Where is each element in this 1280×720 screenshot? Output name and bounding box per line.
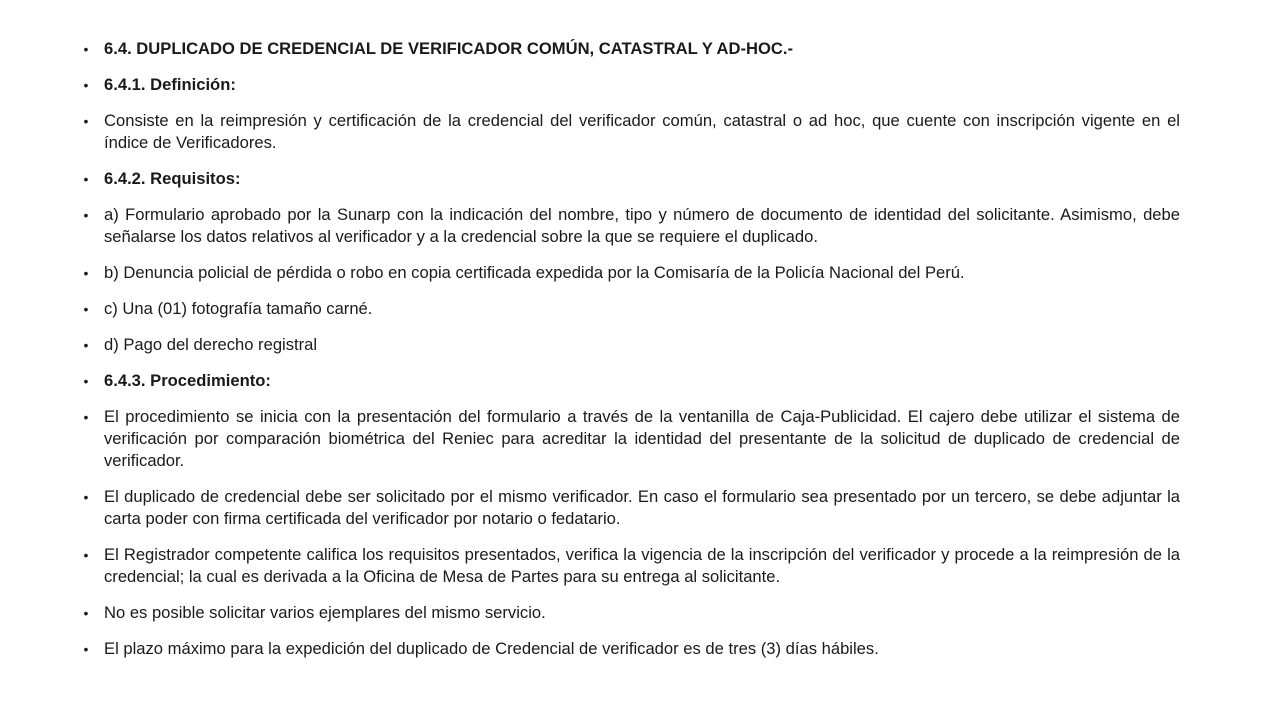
bullet-icon: • <box>83 301 89 317</box>
requisito-d <box>83 334 1180 356</box>
bullet-icon: • <box>83 489 89 505</box>
bullet-text: 6.4. DUPLICADO DE CREDENCIAL DE VERIFICADOR COMÚN, CATASTRAL Y AD-HOC.- <box>104 39 793 58</box>
bullet-text: No es posible solicitar varios ejemplares del mismo servicio. <box>104 603 546 622</box>
heading-definicion <box>83 74 1180 96</box>
bullet-icon: • <box>83 77 89 93</box>
bullet-text: El duplicado de credencial debe ser solicitado por el mismo verificador. En caso el formulario sea presentado por un tercero, se debe adjuntar la carta poder con firma certificada del verificador por notario o fedatario. <box>104 487 1180 528</box>
heading-procedimiento <box>83 370 1180 392</box>
bullet-text: El Registrador competente califica los requisitos presentados, verifica la vigencia de la inscripción del verificador y procede a la reimpresión de la credencial; la cual es derivada a la Oficina de Mesa de Partes para su entrega al solicitante. <box>104 545 1180 586</box>
procedimiento-1 <box>83 406 1180 472</box>
bullet-icon: • <box>83 409 89 425</box>
bullet-list <box>83 38 1180 660</box>
paragraph-definicion <box>83 110 1180 154</box>
bullet-text: 6.4.3. Procedimiento: <box>104 371 271 390</box>
procedimiento-2 <box>83 486 1180 530</box>
requisito-c <box>83 298 1180 320</box>
bullet-text: El plazo máximo para la expedición del duplicado de Credencial de verificador es de tres (3) días hábiles. <box>104 639 879 658</box>
bullet-text: 6.4.1. Definición: <box>104 75 236 94</box>
requisito-a <box>83 204 1180 248</box>
procedimiento-3 <box>83 544 1180 588</box>
bullet-icon: • <box>83 171 89 187</box>
bullet-icon: • <box>83 207 89 223</box>
bullet-text: 6.4.2. Requisitos: <box>104 169 241 188</box>
bullet-text: El procedimiento se inicia con la presentación del formulario a través de la ventanilla de Caja-Publicidad. El cajero debe utilizar el sistema de verificación por comparación biométrica del Reniec para acreditar la identidad del presentante de la solicitud de duplicado de credencial de verificador. <box>104 407 1180 470</box>
bullet-icon: • <box>83 605 89 621</box>
bullet-icon: • <box>83 41 89 57</box>
bullet-icon: • <box>83 113 89 129</box>
procedimiento-5 <box>83 638 1180 660</box>
bullet-icon: • <box>83 373 89 389</box>
requisito-b <box>83 262 1180 284</box>
bullet-icon: • <box>83 337 89 353</box>
procedimiento-4 <box>83 602 1180 624</box>
bullet-text: d) Pago del derecho registral <box>104 335 318 354</box>
heading-duplicado <box>83 38 1180 60</box>
bullet-icon: • <box>83 547 89 563</box>
bullet-text: Consiste en la reimpresión y certificación de la credencial del verificador común, catastral o ad hoc, que cuente con inscripción vigente en el índice de Verificadores. <box>104 111 1180 152</box>
heading-requisitos <box>83 168 1180 190</box>
bullet-icon: • <box>83 641 89 657</box>
bullet-text: c) Una (01) fotografía tamaño carné. <box>104 299 373 318</box>
bullet-icon: • <box>83 265 89 281</box>
bullet-text: a) Formulario aprobado por la Sunarp con la indicación del nombre, tipo y número de documento de identidad del solicitante. Asimismo, debe señalarse los datos relativos al verificador y a la credencial sobre la que se requiere el duplicado. <box>104 205 1180 246</box>
bullet-text: b) Denuncia policial de pérdida o robo en copia certificada expedida por la Comisaría de la Policía Nacional del Perú. <box>104 263 965 282</box>
